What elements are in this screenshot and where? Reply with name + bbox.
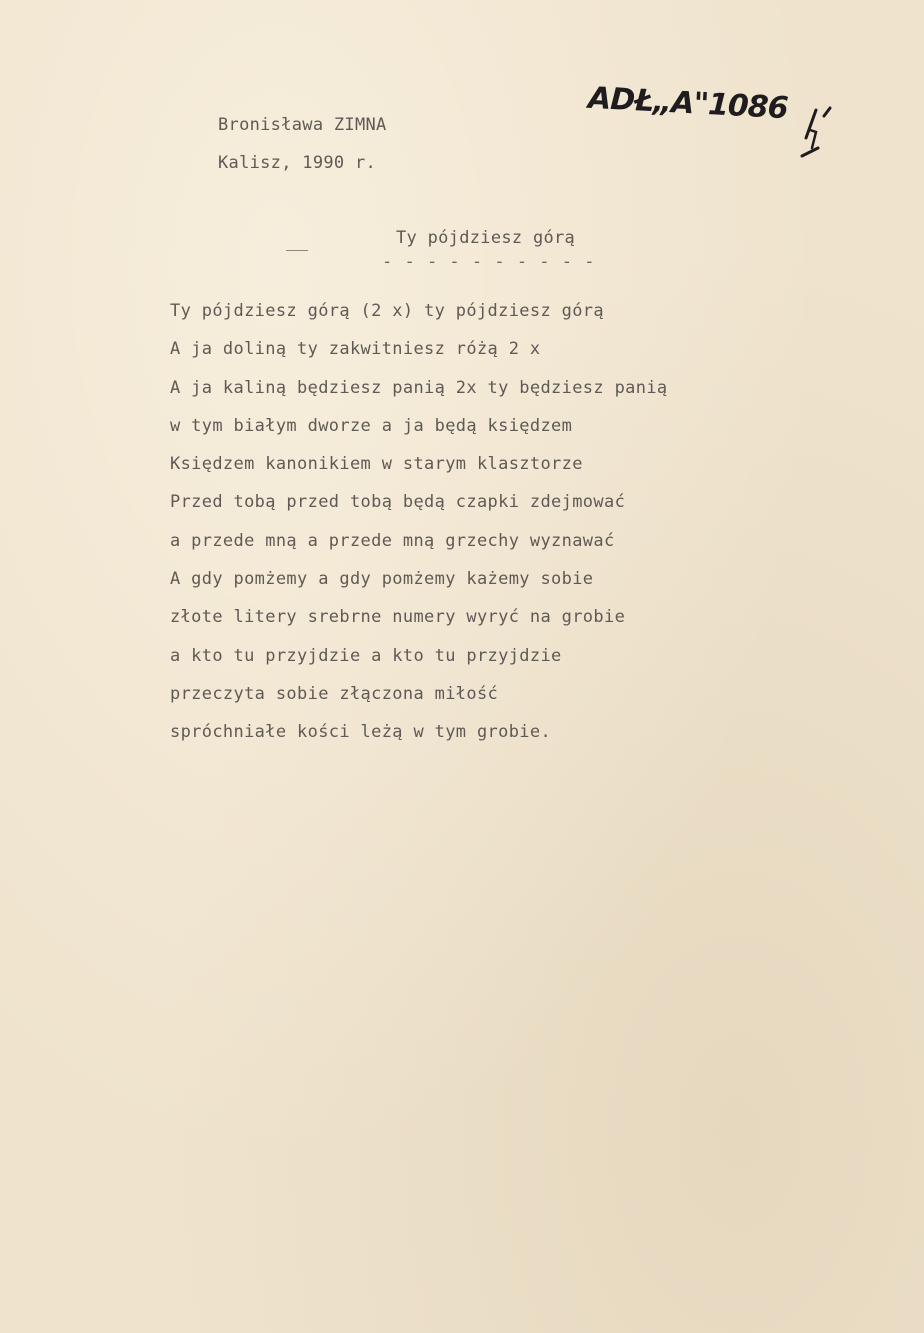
verse-line: Ty pójdziesz górą (2 x) ty pójdziesz górą <box>170 301 604 321</box>
author-name: Bronisława ZIMNA <box>218 115 387 135</box>
verse-line: a kto tu przyjdzie a kto tu przyjdzie <box>170 645 562 666</box>
document-header <box>218 106 387 182</box>
verse-line: A gdy pomżemy a gdy pomżemy każemy sobie <box>170 569 594 590</box>
title-underline: - - - - - - - - - - <box>382 252 596 272</box>
poem-body <box>170 292 668 752</box>
verse-line: Księdzem kanonikiem w starym klasztorze <box>170 454 583 475</box>
signature-slash-mark <box>794 102 834 162</box>
poem-title: Ty pójdziesz górą <box>396 228 576 248</box>
verse-line: złote litery srebrne numery wyryć na grobie <box>170 607 626 628</box>
verse-line: w tym białym dworze a ja będą księdzem <box>170 415 573 436</box>
verse-line: A ja kaliną będziesz panią 2x ty będziesz panią <box>170 377 668 398</box>
verse-line: A ja doliną ty zakwitniesz różą 2 x <box>170 339 541 360</box>
verse-line: przeczyta sobie złączona miłość <box>170 683 499 704</box>
margin-dash <box>286 250 308 251</box>
place-date: Kalisz, 1990 r. <box>218 153 377 173</box>
verse-line: Przed tobą przed tobą będą czapki zdejmować <box>170 492 626 513</box>
verse-line: spróchniałe kości leżą w tym grobie. <box>170 722 552 743</box>
verse-line: a przede mną a przede mną grzechy wyznawać <box>170 530 615 551</box>
archive-signature: ADŁ„A"1086 <box>587 80 789 127</box>
